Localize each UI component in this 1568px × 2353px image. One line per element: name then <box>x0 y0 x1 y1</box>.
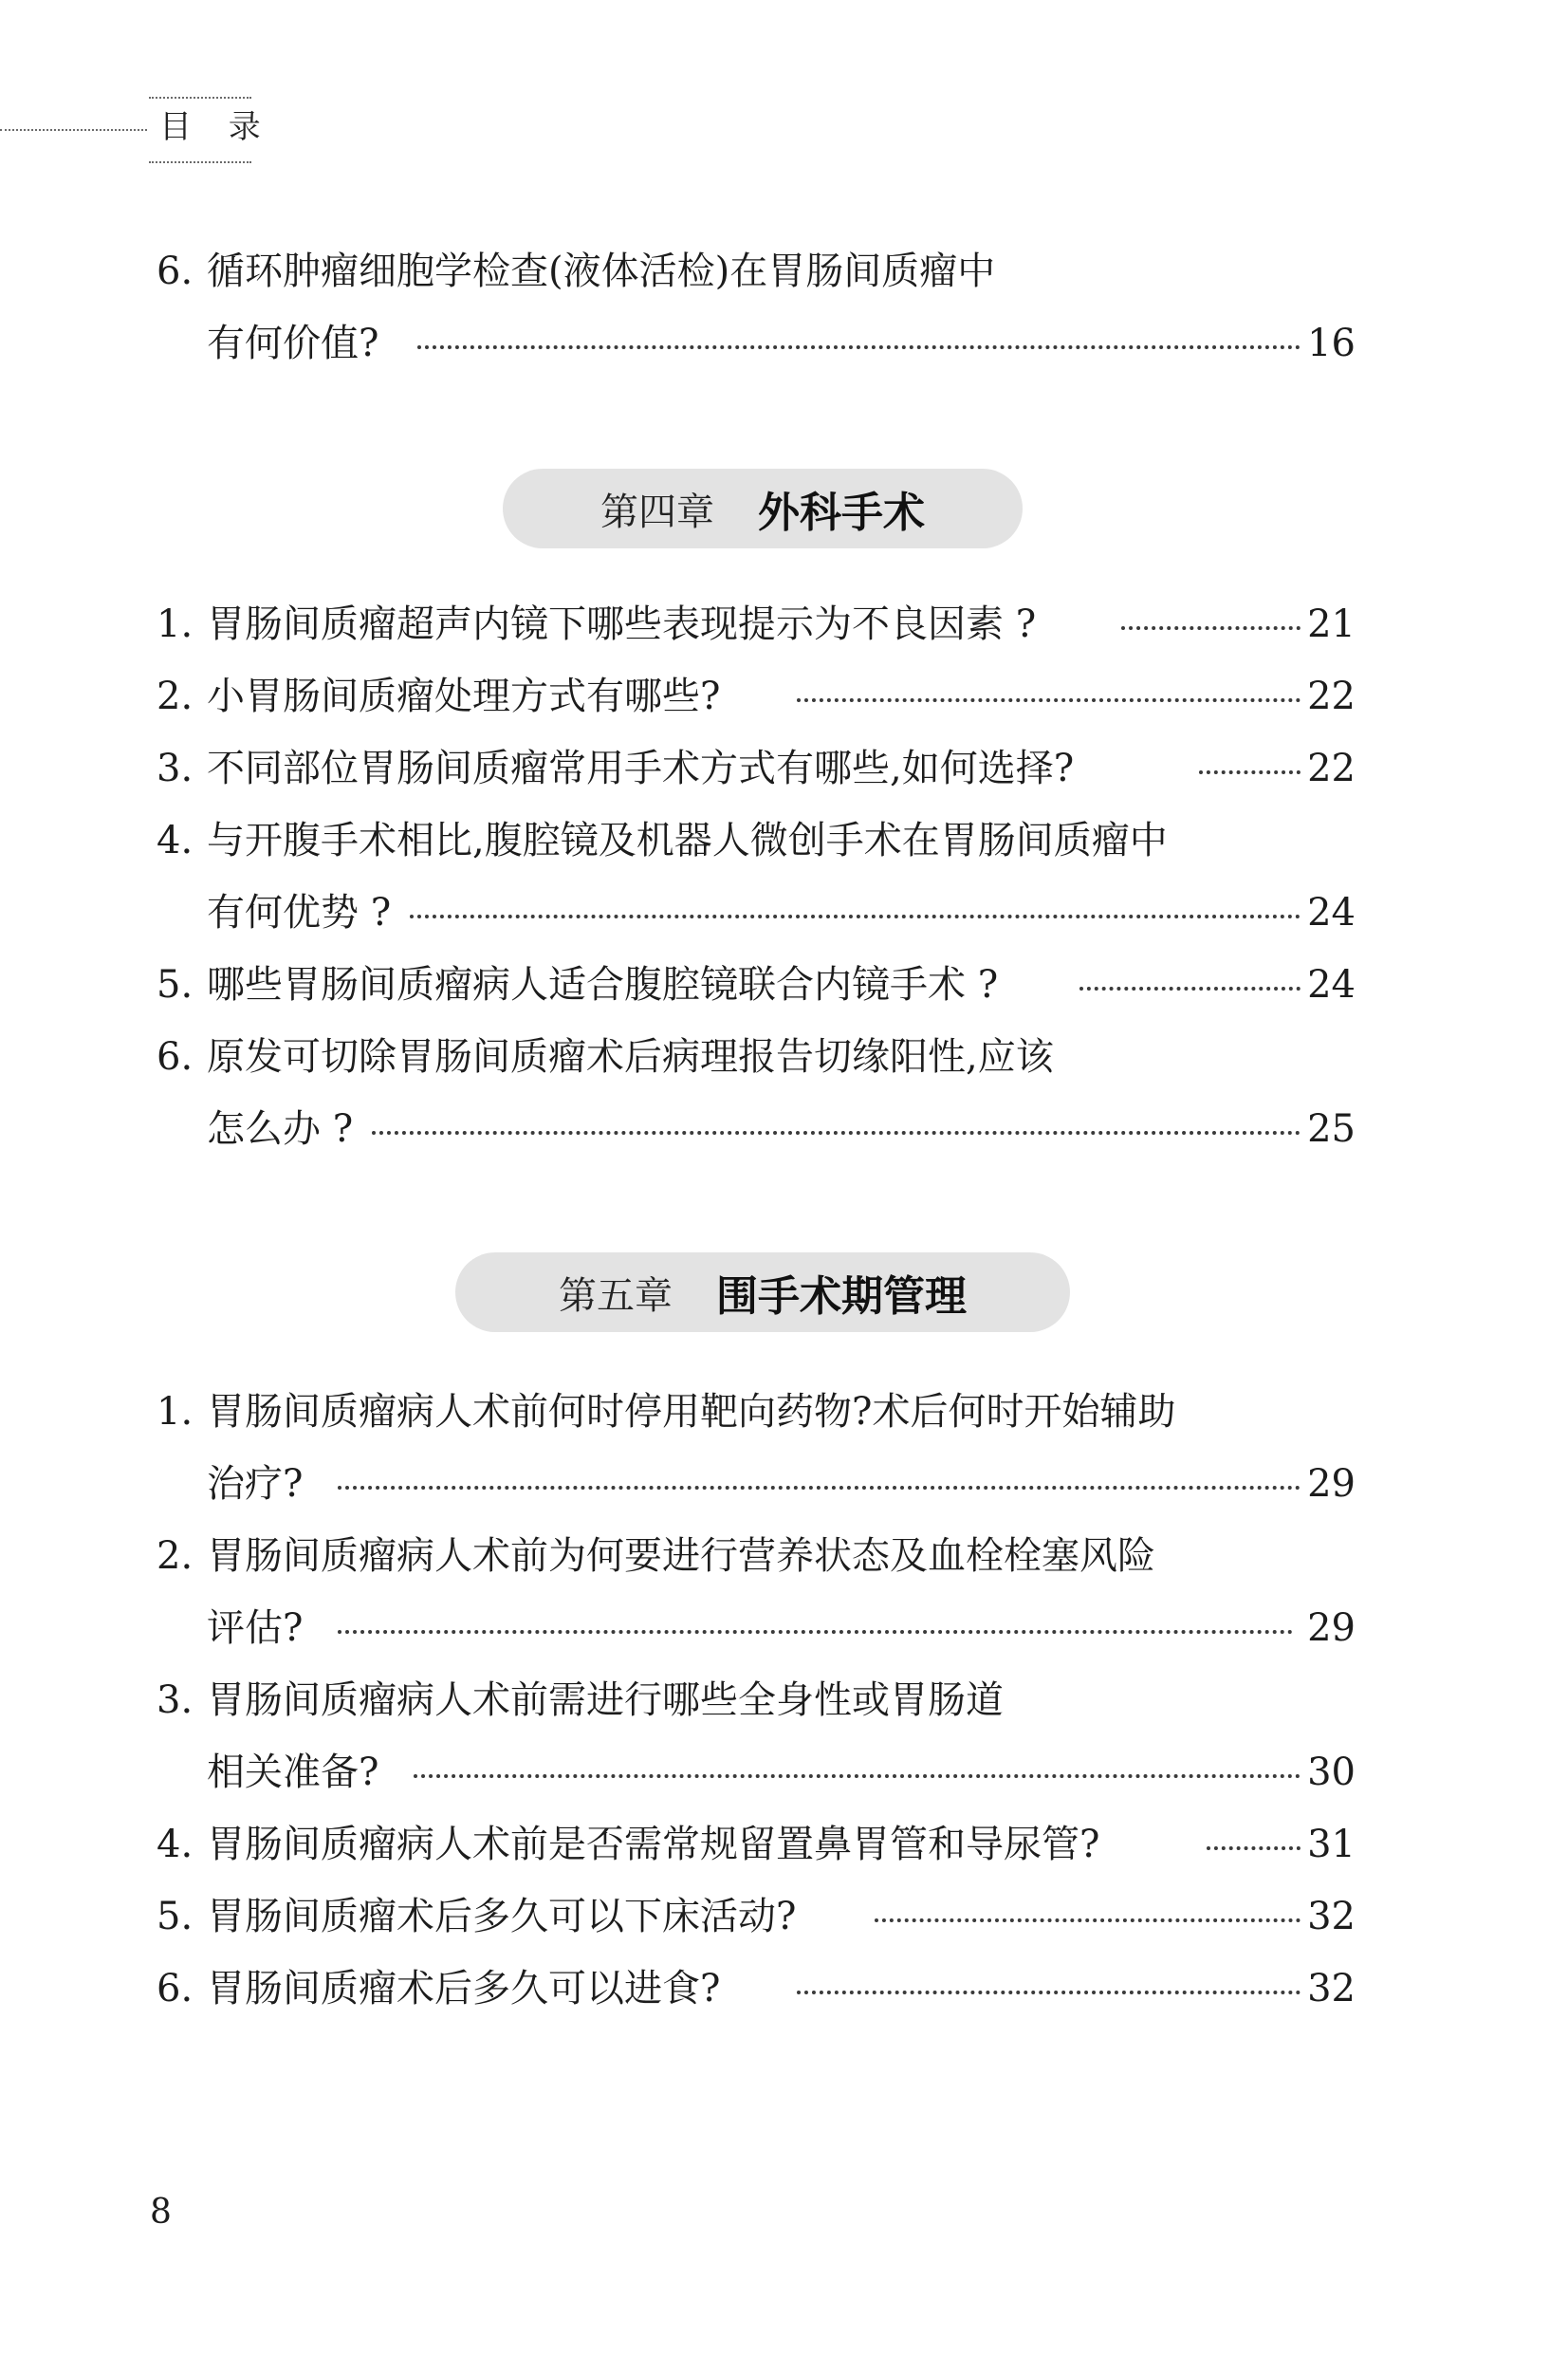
toc-entry-continuation[interactable] <box>0 1101 1568 1158</box>
toc-entry-page: 24 <box>1307 891 1356 935</box>
toc-entry-page: 21 <box>1307 602 1356 646</box>
toc-entry-title: 胃肠间质瘤术后多久可以下床活动? <box>207 1895 797 1938</box>
toc-entry-title-cont: 相关准备? <box>207 1751 379 1794</box>
toc-entry-title: 胃肠间质瘤病人术前需进行哪些全身性或胃肠道 <box>207 1678 1004 1722</box>
toc-entry-number: 3. <box>157 747 194 790</box>
toc-entry-continuation[interactable] <box>0 1744 1568 1801</box>
toc-entry[interactable] <box>0 956 1568 1013</box>
toc-entry-number: 2. <box>157 675 194 718</box>
toc-entry-number: 3. <box>157 1678 194 1722</box>
toc-entry-title-cont: 有何价值? <box>207 322 379 365</box>
dot-leader <box>417 345 1301 349</box>
chapter-heading[interactable] <box>455 1252 1070 1332</box>
toc-entry-title: 循环肿瘤细胞学检查(液体活检)在胃肠间质瘤中 <box>207 250 996 293</box>
toc-entry-title-cont: 怎么办 ? <box>207 1107 354 1151</box>
toc-entry-page: 31 <box>1307 1823 1356 1866</box>
toc-entry-number: 1. <box>157 1390 194 1434</box>
toc-entry-continuation[interactable] <box>0 315 1568 372</box>
dot-leader <box>1207 1846 1301 1850</box>
toc-entry[interactable] <box>0 1888 1568 1945</box>
toc-entry-page: 32 <box>1307 1967 1356 2010</box>
toc-entry-page: 16 <box>1307 322 1356 365</box>
toc-entry-title: 胃肠间质瘤术后多久可以进食? <box>207 1967 721 2010</box>
toc-entry-page: 32 <box>1307 1895 1356 1938</box>
toc-entry-title: 胃肠间质瘤超声内镜下哪些表现提示为不良因素 ? <box>207 602 1037 646</box>
toc-entry-title-cont: 评估? <box>207 1606 304 1650</box>
toc-entry-number: 5. <box>157 1895 194 1938</box>
toc-entry-continuation[interactable] <box>0 1455 1568 1512</box>
chapter-number: 第四章 <box>600 490 714 534</box>
toc-entry-page: 22 <box>1307 675 1356 718</box>
chapter-heading[interactable] <box>503 469 1023 548</box>
toc-entry-title: 小胃肠间质瘤处理方式有哪些? <box>207 675 721 718</box>
toc-entry[interactable] <box>0 243 1568 300</box>
dot-leader <box>797 698 1301 702</box>
toc-entry-number: 6. <box>157 1035 194 1079</box>
toc-entry-continuation[interactable] <box>0 884 1568 941</box>
toc-entry-page: 22 <box>1307 747 1356 790</box>
dot-leader <box>410 915 1301 918</box>
page-number: 8 <box>150 2193 172 2232</box>
toc-entry-title: 哪些胃肠间质瘤病人适合腹腔镜联合内镜手术 ? <box>207 963 999 1007</box>
toc-entry[interactable] <box>0 740 1568 797</box>
toc-entry-number: 1. <box>157 602 194 646</box>
toc-entry[interactable] <box>0 1028 1568 1085</box>
chapter-number: 第五章 <box>559 1273 673 1318</box>
toc-entry-title: 与开腹手术相比,腹腔镜及机器人微创手术在胃肠间质瘤中 <box>207 819 1168 862</box>
toc-entry-number: 6. <box>157 250 194 293</box>
toc-entry-title-cont: 治疗? <box>207 1462 304 1506</box>
dot-leader <box>338 1486 1301 1490</box>
toc-entry[interactable] <box>0 1383 1568 1440</box>
toc-entry[interactable] <box>0 668 1568 725</box>
dot-leader <box>875 1918 1301 1922</box>
toc-entry-title: 不同部位胃肠间质瘤常用手术方式有哪些,如何选择? <box>207 747 1075 790</box>
toc-entry-title: 胃肠间质瘤病人术前是否需常规留置鼻胃管和导尿管? <box>207 1823 1100 1866</box>
toc-entry-title: 原发可切除胃肠间质瘤术后病理报告切缘阳性,应该 <box>207 1035 1054 1079</box>
toc-entry-number: 2. <box>157 1534 194 1578</box>
toc-entry-title: 胃肠间质瘤病人术前为何要进行营养状态及血栓栓塞风险 <box>207 1534 1155 1578</box>
dot-leader <box>1121 626 1301 630</box>
dot-leader <box>1199 770 1301 774</box>
header-rule <box>0 129 147 131</box>
dot-leader <box>1079 987 1301 991</box>
toc-entry[interactable] <box>0 1528 1568 1584</box>
toc-entry[interactable] <box>0 1672 1568 1729</box>
toc-entry-number: 4. <box>157 819 194 862</box>
toc-entry-page: 25 <box>1307 1107 1356 1151</box>
toc-entry-page: 29 <box>1307 1462 1356 1506</box>
toc-entry-number: 4. <box>157 1823 194 1866</box>
toc-entry-page: 24 <box>1307 963 1356 1007</box>
toc-entry-number: 6. <box>157 1967 194 2010</box>
toc-entry-title-cont: 有何优势 ? <box>207 891 392 935</box>
toc-entry[interactable] <box>0 1816 1568 1873</box>
chapter-title: 围手术期管理 <box>716 1272 967 1321</box>
toc-entry[interactable] <box>0 812 1568 869</box>
toc-entry[interactable] <box>0 596 1568 653</box>
dot-leader <box>338 1630 1293 1634</box>
toc-entry-continuation[interactable] <box>0 1600 1568 1657</box>
dot-leader <box>797 1991 1301 1994</box>
dot-leader <box>414 1774 1301 1778</box>
dot-leader <box>372 1131 1301 1135</box>
chapter-title: 外科手术 <box>758 489 925 537</box>
header-title: 目 录 <box>159 108 274 146</box>
toc-entry-page: 30 <box>1307 1751 1356 1794</box>
toc-entry[interactable] <box>0 1960 1568 2017</box>
toc-entry-page: 29 <box>1307 1606 1356 1650</box>
toc-entry-number: 5. <box>157 963 194 1007</box>
toc-entry-title: 胃肠间质瘤病人术前何时停用靶向药物?术后何时开始辅助 <box>207 1390 1176 1434</box>
